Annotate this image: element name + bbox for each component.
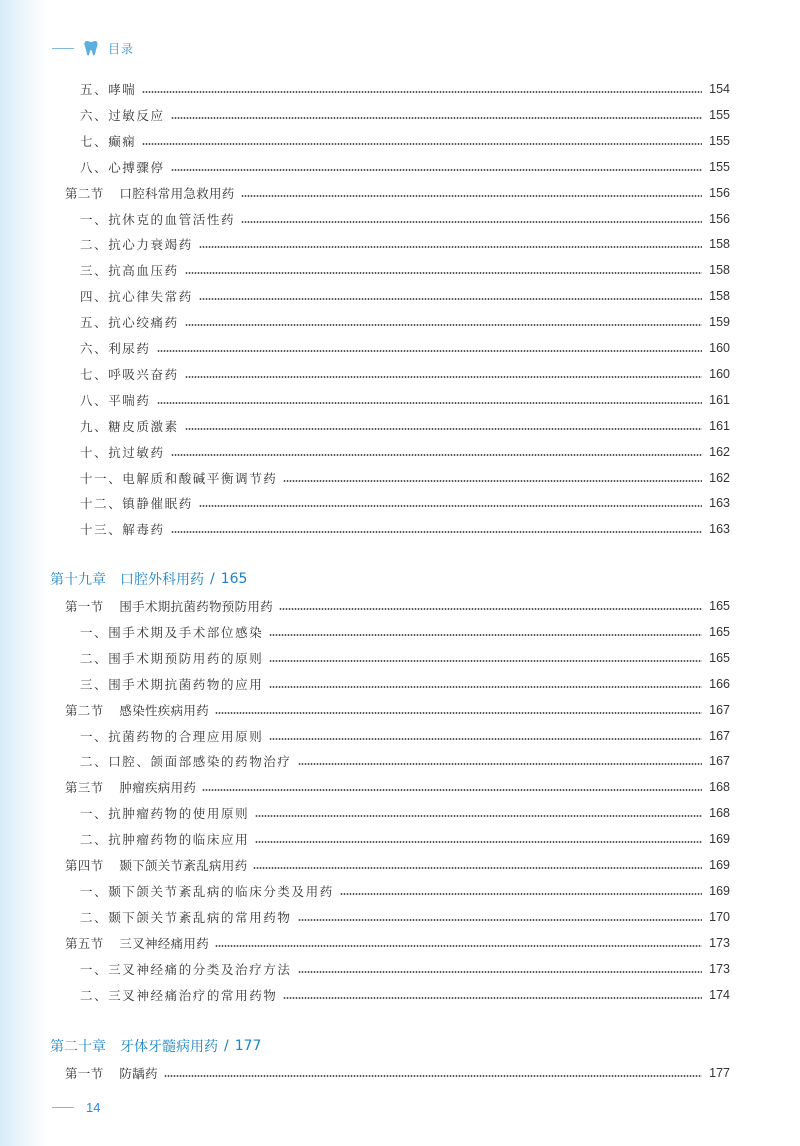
chapter-page-number: 165 [220,571,248,587]
toc-item[interactable] [80,621,730,643]
toc-item[interactable] [80,958,730,980]
toc-page-number: 169 [709,858,730,872]
toc-item[interactable] [80,492,730,514]
section-title: 围手术期抗菌药物预防用药 [119,599,274,614]
toc-item-label: 七、癫痫 [80,133,137,149]
toc-section-label [65,184,235,202]
toc-page-number: 160 [709,341,730,355]
leader-dots [202,789,702,791]
toc-page-number: 158 [709,237,730,252]
section-number: 第四节 [65,858,104,873]
toc-section[interactable] [65,182,730,204]
leader-dots [185,272,702,274]
toc-section[interactable] [65,699,730,721]
toc-section-label [65,856,247,874]
toc-item-label: 二、颞下颌关节紊乱病的常用药物 [80,909,292,925]
toc-item-label: 十三、解毒药 [80,522,165,538]
toc-page-number: 170 [709,909,730,924]
leader-dots [241,221,702,223]
leader-dots [185,428,702,430]
toc-item[interactable] [80,259,730,281]
leader-dots [164,1075,702,1077]
toc-item[interactable] [80,415,730,437]
toc-item-label: 三、围手术期抗菌药物的应用 [80,676,264,692]
leader-dots [199,505,702,507]
toc-page-number: 173 [709,935,730,950]
toc-page-number: 158 [709,263,730,278]
toc-page-number: 156 [709,185,730,200]
toc-chapter[interactable] [50,567,247,591]
toc-item-label: 九、糖皮质激素 [80,418,179,434]
toc-page-number: 177 [709,1066,730,1080]
leader-dots [269,634,702,636]
toc-page-number: 156 [709,211,730,226]
toc-item[interactable] [80,880,730,902]
toc-item[interactable] [80,78,730,100]
leader-dots [142,91,702,93]
leader-dots [298,763,702,765]
toc-item-label: 二、抗肿瘤药物的临床应用 [80,832,250,848]
toc-page-number: 154 [709,82,730,96]
toc-page-number: 158 [709,289,730,304]
toc-item[interactable] [80,906,730,928]
leader-dots [142,143,702,145]
toc-page-number: 169 [709,832,730,847]
toc-page-number: 167 [709,702,730,717]
toc-item-label: 六、利尿药 [80,341,151,356]
toc-item[interactable] [80,828,730,850]
toc-page-number: 169 [709,883,730,898]
leader-dots [283,480,702,482]
toc-page-number: 155 [709,107,730,122]
toc-section-label [65,1064,158,1082]
toc-item[interactable] [80,984,730,1006]
toc-item-label: 二、抗心力衰竭药 [80,237,193,253]
toc-page-number: 155 [709,133,730,148]
toc-item-label: 一、颞下颌关节紊乱病的临床分类及用药 [80,883,334,899]
section-number: 第二节 [65,702,104,718]
chapter-title: 牙体牙髓病用药 [120,1039,218,1055]
toc-item-label: 二、围手术期预防用药的原则 [80,650,264,666]
toc-item-label: 一、抗菌药物的合理应用原则 [80,728,264,744]
toc-item[interactable] [80,363,730,385]
toc-section[interactable] [65,595,730,617]
leader-dots [269,660,702,662]
toc-item[interactable] [80,233,730,255]
leader-dots [255,815,702,817]
leader-dots [283,997,702,999]
toc-item[interactable] [80,518,730,540]
toc-item[interactable] [80,311,730,333]
toc-item-label: 二、口腔、颌面部感染的药物治疗 [80,754,292,770]
leader-dots [215,712,702,714]
toc-item[interactable] [80,156,730,178]
section-number: 第一节 [65,1066,104,1081]
toc-item[interactable] [80,285,730,307]
section-number: 第二节 [65,185,104,201]
toc-page-number: 167 [709,754,730,769]
section-title: 口腔科常用急救用药 [119,185,235,201]
chapter-separator: / [210,571,215,587]
toc-section[interactable] [65,854,730,876]
toc-page-number: 163 [709,496,730,511]
toc-chapter[interactable] [50,1034,261,1058]
leader-dots [185,324,702,326]
toc-page-number: 166 [709,676,730,691]
leader-dots [157,402,702,404]
leader-dots [269,738,702,740]
leader-dots [253,867,702,869]
toc-page-number: 162 [709,470,730,485]
leader-dots [279,608,702,610]
toc-page-number: 160 [709,366,730,381]
toc-item[interactable] [80,802,730,824]
toc-page-number: 165 [709,650,730,665]
section-title: 防龋药 [119,1066,158,1081]
toc-page-number: 173 [709,961,730,976]
toc-page-number: 165 [709,624,730,639]
leader-dots [171,117,702,119]
toc-item[interactable] [80,441,730,463]
leader-dots [215,945,702,947]
toc-page-number: 168 [709,780,730,795]
toc-item[interactable] [80,130,730,152]
page-footer [52,1098,100,1116]
leader-dots [171,169,702,171]
toc-item-label: 十一、电解质和酸碱平衡调节药 [80,470,278,486]
toc-item-label: 一、三叉神经痛的分类及治疗方法 [80,961,292,977]
leader-dots [298,971,702,973]
toc-page-number: 163 [709,522,730,537]
toc-item[interactable] [80,337,730,359]
toc-section-label [65,701,209,719]
footer-rule [52,1107,74,1108]
toc-item-label: 一、围手术期及手术部位感染 [80,624,264,640]
toc-item-label: 八、平喘药 [80,392,151,408]
toc-section[interactable] [65,776,730,798]
chapter-number: 第二十章 [50,1039,106,1055]
toc-page-number: 161 [709,392,730,407]
toc-item-label: 十、抗过敏药 [80,444,165,460]
toc-section[interactable] [65,1062,730,1084]
leader-dots [157,350,702,352]
leader-dots [171,454,702,456]
toc-item-label: 六、过敏反应 [80,107,165,123]
toc-item-label: 八、心搏骤停 [80,159,165,175]
toc-item-label: 二、三叉神经痛治疗的常用药物 [80,987,278,1003]
leader-dots [185,376,702,378]
toc-page-number: 159 [709,315,730,330]
leader-dots [171,531,702,533]
toc-item[interactable] [80,467,730,489]
toc-page-number: 161 [709,418,730,433]
leader-dots [269,686,702,688]
chapter-separator: / [224,1038,229,1054]
toc-item[interactable] [80,673,730,695]
chapter-page-number: 177 [234,1038,262,1054]
toc-page-number: 174 [709,987,730,1002]
leader-dots [340,893,702,895]
leader-dots [241,195,702,197]
header-title: 目录 [108,41,135,56]
section-title: 颞下颌关节紊乱病用药 [119,858,248,873]
leader-dots [199,246,702,248]
section-number: 第五节 [65,935,104,951]
toc-item[interactable] [80,208,730,230]
toc-item[interactable] [80,104,730,126]
toc-section[interactable] [65,932,730,954]
section-title: 感染性疾病用药 [119,702,210,718]
toc-item[interactable] [80,725,730,747]
section-title: 三叉神经痛用药 [119,935,210,951]
page-number: 14 [86,1099,101,1115]
section-number: 第三节 [65,780,104,796]
toc-item-label: 五、抗心绞痛药 [80,315,179,331]
toc-page-number: 165 [709,599,730,613]
toc-item-label: 五、哮喘 [80,82,137,97]
leader-dots [298,919,702,921]
chapter-number: 第十九章 [50,572,106,588]
leader-dots [255,841,702,843]
toc-item[interactable] [80,750,730,772]
chapter-title: 口腔外科用药 [120,572,204,588]
toc-page-number: 162 [709,444,730,459]
toc-page-number: 167 [709,728,730,743]
toc-section-label [65,597,273,615]
toc-item-label: 四、抗心律失常药 [80,289,193,305]
toc-item[interactable] [80,389,730,411]
toc-item[interactable] [80,647,730,669]
toc-page-number: 155 [709,159,730,174]
toc-item-label: 一、抗休克的血管活性药 [80,211,236,227]
section-title: 肿瘤疾病用药 [119,780,197,796]
section-number: 第一节 [65,599,104,614]
toc-page-number: 168 [709,806,730,821]
toc-section-label [65,934,209,952]
toc-item-label: 一、抗肿瘤药物的使用原则 [80,806,250,822]
toc-item-label: 七、呼吸兴奋药 [80,366,179,382]
toc-item-label: 三、抗高血压药 [80,263,179,279]
toc-item-label: 十二、镇静催眠药 [80,496,193,512]
toc-section-label [65,778,196,796]
leader-dots [199,298,702,300]
